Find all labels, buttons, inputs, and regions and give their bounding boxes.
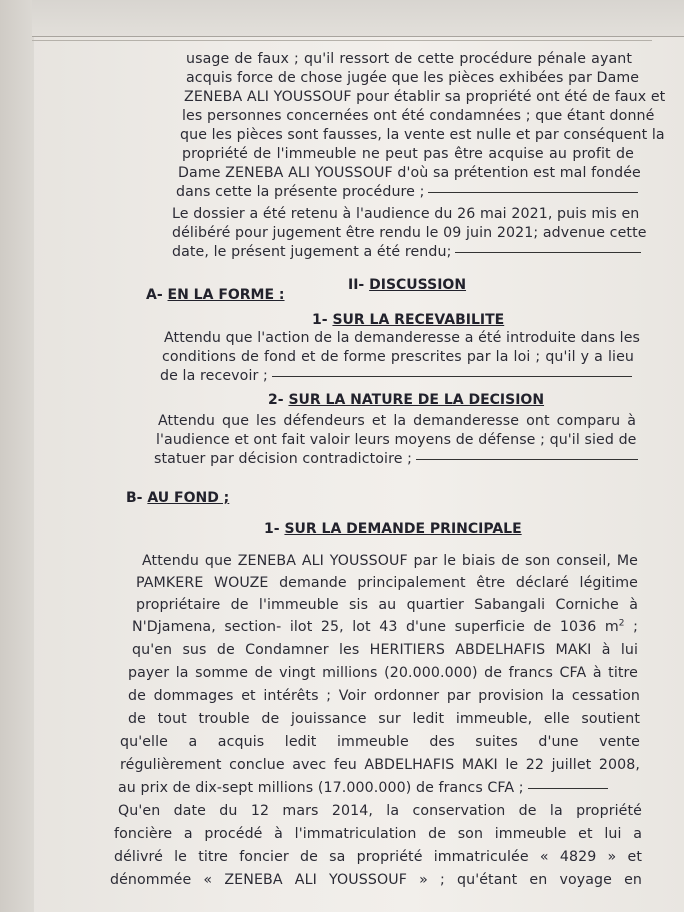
intro-line: ZENEBA ALI YOUSSOUF pour établir sa propriété ont été de faux et bbox=[184, 89, 666, 105]
nature-decision-heading: 2- SUR LA NATURE DE LA DECISION bbox=[268, 392, 545, 408]
fond-line: de dommages et intérêts ; Voir ordonner par provision la cessation bbox=[128, 688, 640, 704]
intro-line: les personnes concernées ont été condamnées ; que étant donné bbox=[182, 108, 655, 124]
part-b-heading: B- AU FOND ; bbox=[126, 490, 230, 506]
fond-line: payer la somme de vingt millions (20.000.000) de francs CFA à titre bbox=[128, 665, 638, 681]
fond-line-prix: au prix de dix-sept millions (17.000.000) de francs CFA ; bbox=[118, 780, 608, 797]
fond-line: propriétaire de l'immeuble sis au quartier Sabangali Corniche à bbox=[136, 597, 638, 613]
recevabilite-line: conditions de fond et de forme prescrites par la loi ; qu'il y a lieu bbox=[162, 349, 634, 365]
audience-line-last: date, le présent jugement a été rendu; bbox=[172, 244, 641, 261]
intro-line: acquis force de chose jugée que les pièces exhibées par Dame bbox=[186, 70, 640, 86]
fond-line-superficie: N'Djamena, section- ilot 25, lot 43 d'une superficie de 1036 $m^2$ ; bbox=[132, 618, 638, 635]
audience-line: Le dossier a été retenu à l'audience du 26 mai 2021, puis mis en bbox=[172, 206, 640, 222]
fond-line: foncière a procédé à l'immatriculation de son immeuble et lui a bbox=[114, 826, 642, 842]
intro-line: usage de faux ; qu'il ressort de cette procédure pénale ayant bbox=[186, 51, 632, 67]
demande-principale-heading: 1- SUR LA DEMANDE PRINCIPALE bbox=[264, 521, 522, 537]
intro-line-last: dans cette la présente procédure ; bbox=[176, 184, 638, 201]
fond-line: qu'en sus de Condamner les HERITIERS ABDELHAFIS MAKI à lui bbox=[132, 642, 638, 658]
part-a-heading: A- EN LA FORME : bbox=[146, 287, 285, 303]
fond-line: régulièrement conclue avec feu ABDELHAFIS MAKI le 22 juillet 2008, bbox=[120, 757, 640, 773]
intro-line: Dame ZENEBA ALI YOUSSOUF d'où sa prétention est mal fondée bbox=[178, 165, 641, 181]
superscript-two: 2 bbox=[618, 618, 625, 629]
audience-line: délibéré pour jugement être rendu le 09 juin 2021; advenue cette bbox=[172, 225, 647, 241]
recevabilite-line: Attendu que l'action de la demanderesse a été introduite dans les bbox=[164, 330, 641, 346]
fond-line: PAMKERE WOUZE demande principalement être déclaré légitime bbox=[136, 575, 638, 591]
recevabilite-line-last: de la recevoir ; bbox=[160, 368, 632, 385]
fond-line: dénommée « ZENEBA ALI YOUSSOUF » ; qu'étant en voyage en bbox=[110, 872, 642, 888]
nature-decision-line: l'audience et ont fait valoir leurs moyens de défense ; qu'il sied de bbox=[156, 432, 637, 448]
nature-decision-line: Attendu que les défendeurs et la demanderesse ont comparu à bbox=[158, 413, 636, 429]
section-discussion-heading: II- DISCUSSION bbox=[348, 277, 467, 293]
fond-line: Attendu que ZENEBA ALI YOUSSOUF par le biais de son conseil, Me bbox=[142, 553, 638, 569]
recevabilite-heading: 1- SUR LA RECEVABILITE bbox=[312, 312, 505, 328]
page-header-border bbox=[32, 0, 684, 37]
fond-line: délivré le titre foncier de sa propriété immatriculée « 4829 » et bbox=[114, 849, 642, 865]
fond-line: qu'elle a acquis ledit immeuble des suites d'une vente bbox=[120, 734, 640, 750]
page-header-rule bbox=[32, 40, 652, 41]
nature-decision-line-last: statuer par décision contradictoire ; bbox=[154, 451, 638, 468]
intro-line: propriété de l'immeuble ne peut pas être acquise au profit de bbox=[182, 146, 634, 162]
page-edge-shadow bbox=[0, 0, 34, 912]
fond-line: de tout trouble de jouissance sur ledit immeuble, elle soutient bbox=[128, 711, 640, 727]
fond-line: Qu'en date du 12 mars 2014, la conservation de la propriété bbox=[118, 803, 642, 819]
intro-line: que les pièces sont fausses, la vente est nulle et par conséquent la bbox=[180, 127, 665, 143]
